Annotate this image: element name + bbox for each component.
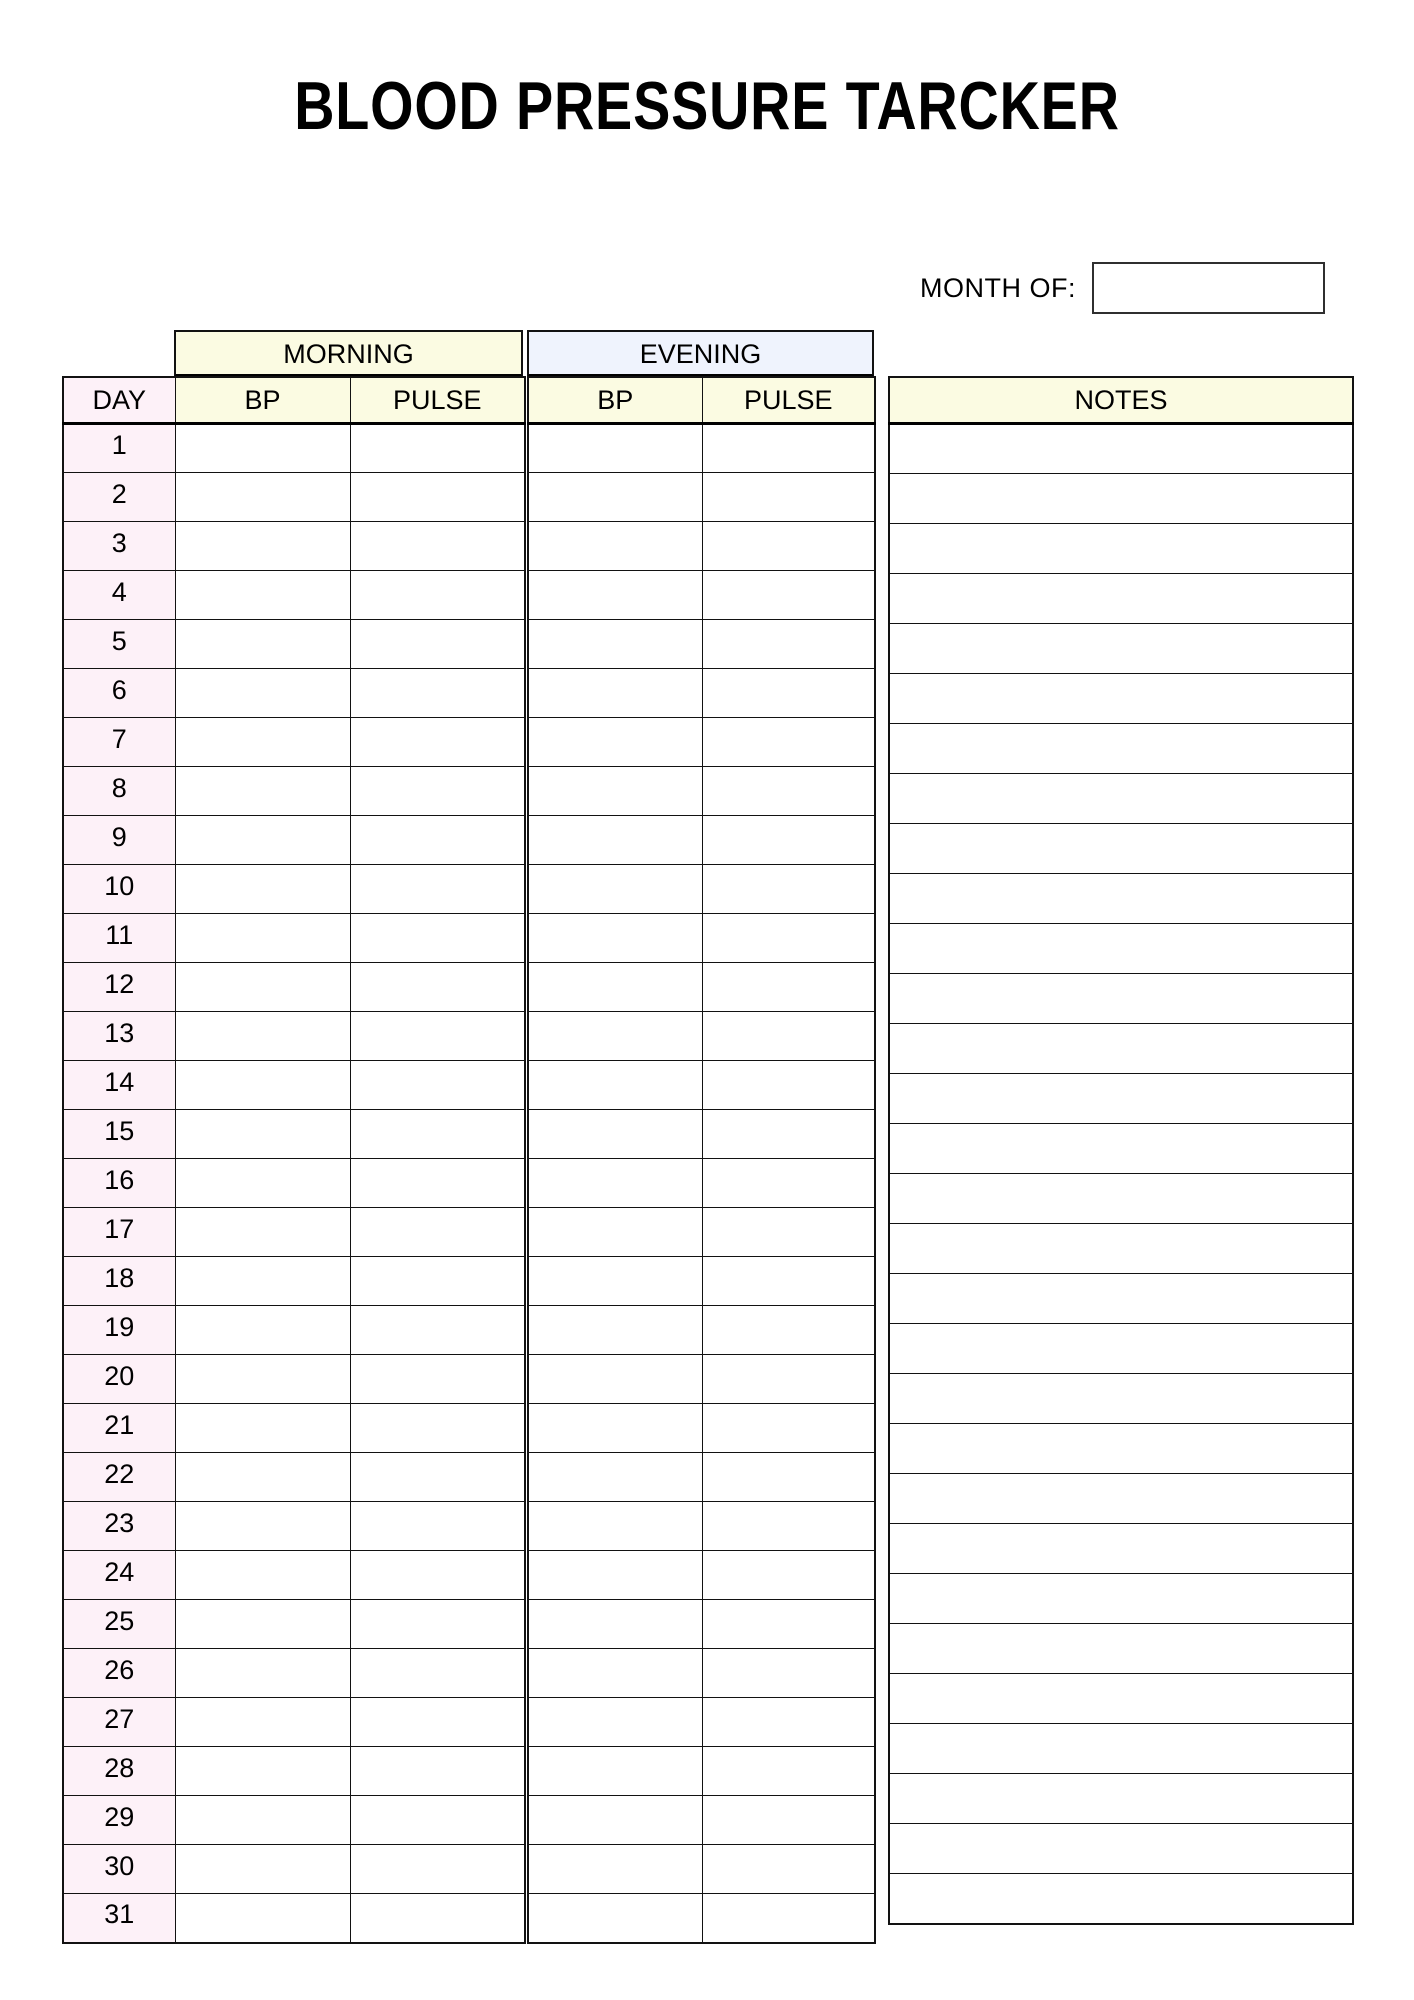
notes-cell[interactable] [889, 1274, 1353, 1324]
table-row [889, 424, 1353, 474]
evening-pulse-cell[interactable] [702, 1894, 875, 1943]
morning-pulse-cell[interactable] [350, 1845, 525, 1894]
day-cell: 31 [63, 1894, 175, 1943]
table-row [889, 1024, 1353, 1074]
morning-pulse-cell[interactable] [350, 1355, 525, 1404]
morning-bp-cell[interactable] [175, 1061, 350, 1110]
morning-bp-cell[interactable] [175, 1257, 350, 1306]
evening-table [527, 376, 876, 1944]
day-cell: 27 [63, 1698, 175, 1747]
day-cell: 30 [63, 1845, 175, 1894]
evening-bp-cell[interactable] [528, 1012, 702, 1061]
day-cell: 29 [63, 1796, 175, 1845]
morning-bp-cell[interactable] [175, 1698, 350, 1747]
morning-pulse-cell[interactable] [350, 963, 525, 1012]
table-row [63, 1012, 525, 1061]
evening-pulse-cell[interactable] [702, 767, 875, 816]
morning-pulse-cell[interactable] [350, 1404, 525, 1453]
table-row [528, 1355, 875, 1404]
evening-pulse-cell[interactable] [702, 914, 875, 963]
table-row [528, 767, 875, 816]
morning-bp-cell[interactable] [175, 718, 350, 767]
notes-cell[interactable] [889, 1674, 1353, 1724]
table-row [63, 522, 525, 571]
table-row [528, 473, 875, 522]
morning-bp-cell[interactable] [175, 865, 350, 914]
day-cell: 20 [63, 1355, 175, 1404]
morning-pulse-cell[interactable] [350, 718, 525, 767]
table-row [528, 816, 875, 865]
table-row [889, 1324, 1353, 1374]
table-row [63, 1845, 525, 1894]
notes-cell[interactable] [889, 574, 1353, 624]
table-row [528, 718, 875, 767]
table-row [528, 865, 875, 914]
table-row [63, 1698, 525, 1747]
evening-bp-cell[interactable] [528, 1355, 702, 1404]
evening-pulse-cell[interactable] [702, 571, 875, 620]
evening-bp-cell[interactable] [528, 620, 702, 669]
table-row [889, 574, 1353, 624]
morning-bp-cell[interactable] [175, 669, 350, 718]
notes-cell[interactable] [889, 424, 1353, 474]
morning-pulse-cell[interactable] [350, 914, 525, 963]
column-header-evening-pulse: PULSE [702, 377, 875, 424]
day-cell: 26 [63, 1649, 175, 1698]
table-row [63, 1502, 525, 1551]
notes-cell[interactable] [889, 624, 1353, 674]
table-row [889, 1174, 1353, 1224]
table-row [889, 1124, 1353, 1174]
evening-bp-cell[interactable] [528, 571, 702, 620]
day-cell: 5 [63, 620, 175, 669]
morning-bp-cell[interactable] [175, 1355, 350, 1404]
day-cell: 16 [63, 1159, 175, 1208]
evening-pulse-cell[interactable] [702, 1600, 875, 1649]
morning-pulse-cell[interactable] [350, 424, 525, 473]
day-cell: 19 [63, 1306, 175, 1355]
morning-bp-cell[interactable] [175, 1110, 350, 1159]
table-row [528, 1649, 875, 1698]
table-row [528, 1159, 875, 1208]
morning-pulse-cell[interactable] [350, 816, 525, 865]
evening-bp-cell[interactable] [528, 1600, 702, 1649]
table-row [63, 865, 525, 914]
evening-pulse-cell[interactable] [702, 1306, 875, 1355]
table-row [63, 767, 525, 816]
notes-cell[interactable] [889, 1474, 1353, 1524]
morning-bp-cell[interactable] [175, 1845, 350, 1894]
table-row [63, 424, 525, 473]
notes-cell[interactable] [889, 1774, 1353, 1824]
table-row [63, 1649, 525, 1698]
notes-table [888, 376, 1354, 1925]
column-header-day: DAY [63, 377, 175, 424]
table-row [63, 1208, 525, 1257]
morning-pulse-cell[interactable] [350, 865, 525, 914]
evening-bp-cell[interactable] [528, 1698, 702, 1747]
table-row [889, 1674, 1353, 1724]
column-header-evening-bp: BP [528, 377, 702, 424]
table-row [528, 1061, 875, 1110]
evening-pulse-cell[interactable] [702, 816, 875, 865]
morning-bp-cell[interactable] [175, 1600, 350, 1649]
morning-bp-cell[interactable] [175, 1894, 350, 1943]
notes-cell[interactable] [889, 824, 1353, 874]
table-row [528, 1012, 875, 1061]
notes-cell[interactable] [889, 474, 1353, 524]
evening-bp-cell[interactable] [528, 1649, 702, 1698]
morning-pulse-cell[interactable] [350, 1649, 525, 1698]
table-row [63, 571, 525, 620]
evening-bp-cell[interactable] [528, 914, 702, 963]
day-cell: 11 [63, 914, 175, 963]
evening-table-body [528, 424, 875, 1943]
month-of-row [920, 262, 1325, 314]
evening-bp-cell[interactable] [528, 816, 702, 865]
morning-pulse-cell[interactable] [350, 1502, 525, 1551]
morning-pulse-cell[interactable] [350, 1747, 525, 1796]
table-row [889, 1474, 1353, 1524]
evening-bp-cell[interactable] [528, 1110, 702, 1159]
evening-pulse-cell[interactable] [702, 963, 875, 1012]
evening-pulse-cell[interactable] [702, 1208, 875, 1257]
evening-bp-cell[interactable] [528, 522, 702, 571]
day-cell: 24 [63, 1551, 175, 1600]
morning-pulse-cell[interactable] [350, 620, 525, 669]
table-row [889, 774, 1353, 824]
evening-bp-cell[interactable] [528, 1747, 702, 1796]
evening-pulse-cell[interactable] [702, 718, 875, 767]
day-cell: 21 [63, 1404, 175, 1453]
evening-bp-cell[interactable] [528, 1257, 702, 1306]
evening-bp-cell[interactable] [528, 1061, 702, 1110]
table-row [63, 1747, 525, 1796]
morning-bp-cell[interactable] [175, 1208, 350, 1257]
morning-bp-cell[interactable] [175, 1159, 350, 1208]
morning-group-header: MORNING [174, 330, 523, 377]
table-row [889, 1524, 1353, 1574]
morning-pulse-cell[interactable] [350, 1600, 525, 1649]
evening-pulse-cell[interactable] [702, 1159, 875, 1208]
evening-bp-cell[interactable] [528, 1502, 702, 1551]
table-row [528, 1845, 875, 1894]
morning-bp-cell[interactable] [175, 1649, 350, 1698]
table-row [889, 924, 1353, 974]
day-cell: 7 [63, 718, 175, 767]
evening-pulse-cell[interactable] [702, 473, 875, 522]
day-cell: 14 [63, 1061, 175, 1110]
evening-bp-cell[interactable] [528, 1453, 702, 1502]
evening-bp-cell[interactable] [528, 865, 702, 914]
table-row [889, 1424, 1353, 1474]
table-row [63, 1551, 525, 1600]
table-row [889, 1824, 1353, 1874]
table-row [889, 474, 1353, 524]
day-cell: 12 [63, 963, 175, 1012]
table-row [889, 1274, 1353, 1324]
table-row [889, 1624, 1353, 1674]
month-of-label: MONTH OF: [920, 272, 1076, 303]
notes-cell[interactable] [889, 674, 1353, 724]
notes-cell[interactable] [889, 1374, 1353, 1424]
evening-bp-cell[interactable] [528, 1796, 702, 1845]
table-row [528, 1894, 875, 1943]
table-row [889, 1774, 1353, 1824]
table-row [63, 473, 525, 522]
table-row [889, 674, 1353, 724]
table-row [528, 620, 875, 669]
notes-cell[interactable] [889, 724, 1353, 774]
table-row [63, 1110, 525, 1159]
notes-cell[interactable] [889, 1574, 1353, 1624]
table-row [63, 620, 525, 669]
morning-table-body [63, 424, 525, 1943]
morning-pulse-cell[interactable] [350, 1110, 525, 1159]
page-title: BLOOD PRESSURE TARCKER [294, 68, 1120, 144]
table-row [528, 1698, 875, 1747]
table-row [889, 824, 1353, 874]
table-row [63, 816, 525, 865]
morning-pulse-cell[interactable] [350, 1551, 525, 1600]
month-of-input[interactable] [1092, 262, 1325, 314]
evening-pulse-cell[interactable] [702, 669, 875, 718]
notes-cell[interactable] [889, 524, 1353, 574]
day-cell: 2 [63, 473, 175, 522]
evening-bp-cell[interactable] [528, 963, 702, 1012]
morning-pulse-cell[interactable] [350, 1012, 525, 1061]
morning-pulse-cell[interactable] [350, 571, 525, 620]
evening-pulse-cell[interactable] [702, 1404, 875, 1453]
notes-cell[interactable] [889, 924, 1353, 974]
table-row [889, 724, 1353, 774]
evening-pulse-cell[interactable] [702, 1502, 875, 1551]
notes-cell[interactable] [889, 974, 1353, 1024]
morning-bp-cell[interactable] [175, 963, 350, 1012]
morning-bp-cell[interactable] [175, 767, 350, 816]
table-row [63, 1061, 525, 1110]
morning-pulse-cell[interactable] [350, 1061, 525, 1110]
morning-bp-cell[interactable] [175, 522, 350, 571]
table-row [63, 1404, 525, 1453]
evening-pulse-cell[interactable] [702, 1012, 875, 1061]
evening-pulse-cell[interactable] [702, 865, 875, 914]
evening-pulse-cell[interactable] [702, 1061, 875, 1110]
notes-cell[interactable] [889, 1724, 1353, 1774]
table-row [63, 1453, 525, 1502]
notes-cell[interactable] [889, 1424, 1353, 1474]
day-cell: 4 [63, 571, 175, 620]
morning-pulse-cell[interactable] [350, 1159, 525, 1208]
table-row [528, 424, 875, 473]
table-row [63, 1355, 525, 1404]
morning-bp-cell[interactable] [175, 1502, 350, 1551]
table-row [889, 1074, 1353, 1124]
table-row [63, 1894, 525, 1943]
notes-cell[interactable] [889, 1524, 1353, 1574]
evening-bp-cell[interactable] [528, 669, 702, 718]
morning-bp-cell[interactable] [175, 1453, 350, 1502]
morning-bp-cell[interactable] [175, 620, 350, 669]
table-row [528, 1306, 875, 1355]
evening-pulse-cell[interactable] [702, 1845, 875, 1894]
day-cell: 18 [63, 1257, 175, 1306]
morning-pulse-cell[interactable] [350, 1894, 525, 1943]
notes-header-row [889, 377, 1353, 424]
evening-bp-cell[interactable] [528, 767, 702, 816]
day-cell: 23 [63, 1502, 175, 1551]
evening-bp-cell[interactable] [528, 424, 702, 473]
notes-cell[interactable] [889, 1224, 1353, 1274]
table-row [889, 874, 1353, 924]
table-row [889, 1724, 1353, 1774]
evening-bp-cell[interactable] [528, 1845, 702, 1894]
table-row [528, 1453, 875, 1502]
column-header-morning-pulse: PULSE [350, 377, 525, 424]
notes-cell[interactable] [889, 1174, 1353, 1224]
evening-bp-cell[interactable] [528, 1208, 702, 1257]
morning-pulse-cell[interactable] [350, 1208, 525, 1257]
notes-cell[interactable] [889, 1124, 1353, 1174]
day-cell: 22 [63, 1453, 175, 1502]
notes-cell[interactable] [889, 1824, 1353, 1874]
table-row [63, 1306, 525, 1355]
morning-bp-cell[interactable] [175, 816, 350, 865]
notes-cell[interactable] [889, 1024, 1353, 1074]
notes-cell[interactable] [889, 1074, 1353, 1124]
table-row [528, 1796, 875, 1845]
table-row [63, 1600, 525, 1649]
day-cell: 13 [63, 1012, 175, 1061]
table-row [63, 1257, 525, 1306]
evening-bp-cell[interactable] [528, 1404, 702, 1453]
morning-header-row [63, 377, 525, 424]
morning-pulse-cell[interactable] [350, 473, 525, 522]
morning-bp-cell[interactable] [175, 571, 350, 620]
table-row [889, 974, 1353, 1024]
morning-pulse-cell[interactable] [350, 1796, 525, 1845]
notes-table-body [889, 424, 1353, 1924]
morning-table [62, 376, 526, 1944]
morning-bp-cell[interactable] [175, 1747, 350, 1796]
table-row [63, 914, 525, 963]
table-row [63, 718, 525, 767]
evening-pulse-cell[interactable] [702, 1649, 875, 1698]
notes-cell[interactable] [889, 1324, 1353, 1374]
column-header-morning-bp: BP [175, 377, 350, 424]
morning-bp-cell[interactable] [175, 1404, 350, 1453]
table-row [528, 669, 875, 718]
evening-pulse-cell[interactable] [702, 1796, 875, 1845]
table-row [528, 571, 875, 620]
day-cell: 10 [63, 865, 175, 914]
morning-bp-cell[interactable] [175, 1796, 350, 1845]
morning-pulse-cell[interactable] [350, 1453, 525, 1502]
day-cell: 25 [63, 1600, 175, 1649]
morning-pulse-cell[interactable] [350, 669, 525, 718]
evening-pulse-cell[interactable] [702, 1453, 875, 1502]
notes-cell[interactable] [889, 874, 1353, 924]
morning-bp-cell[interactable] [175, 1306, 350, 1355]
day-cell: 8 [63, 767, 175, 816]
morning-bp-cell[interactable] [175, 424, 350, 473]
table-row [528, 1747, 875, 1796]
day-cell: 3 [63, 522, 175, 571]
column-header-notes: NOTES [889, 377, 1353, 424]
day-cell: 6 [63, 669, 175, 718]
morning-bp-cell[interactable] [175, 914, 350, 963]
evening-bp-cell[interactable] [528, 1159, 702, 1208]
day-cell: 15 [63, 1110, 175, 1159]
table-row [528, 522, 875, 571]
morning-pulse-cell[interactable] [350, 522, 525, 571]
table-row [889, 1874, 1353, 1924]
evening-bp-cell[interactable] [528, 718, 702, 767]
morning-bp-cell[interactable] [175, 473, 350, 522]
table-row [528, 1600, 875, 1649]
table-row [528, 914, 875, 963]
table-row [63, 963, 525, 1012]
table-row [528, 1208, 875, 1257]
table-row [528, 963, 875, 1012]
evening-bp-cell[interactable] [528, 473, 702, 522]
evening-group-header: EVENING [527, 330, 874, 377]
evening-pulse-cell[interactable] [702, 1747, 875, 1796]
table-row [63, 669, 525, 718]
evening-bp-cell[interactable] [528, 1551, 702, 1600]
table-row [528, 1551, 875, 1600]
evening-bp-cell[interactable] [528, 1306, 702, 1355]
morning-bp-cell[interactable] [175, 1012, 350, 1061]
notes-cell[interactable] [889, 1874, 1353, 1924]
evening-pulse-cell[interactable] [702, 424, 875, 473]
day-cell: 1 [63, 424, 175, 473]
table-row [63, 1159, 525, 1208]
table-row [528, 1110, 875, 1159]
evening-header-row [528, 377, 875, 424]
evening-pulse-cell[interactable] [702, 1551, 875, 1600]
table-row [528, 1404, 875, 1453]
evening-pulse-cell[interactable] [702, 522, 875, 571]
day-cell: 9 [63, 816, 175, 865]
day-cell: 17 [63, 1208, 175, 1257]
evening-pulse-cell[interactable] [702, 1355, 875, 1404]
evening-bp-cell[interactable] [528, 1894, 702, 1943]
notes-cell[interactable] [889, 774, 1353, 824]
notes-cell[interactable] [889, 1624, 1353, 1674]
day-cell: 28 [63, 1747, 175, 1796]
morning-pulse-cell[interactable] [350, 767, 525, 816]
table-row [63, 1796, 525, 1845]
morning-pulse-cell[interactable] [350, 1698, 525, 1747]
morning-pulse-cell[interactable] [350, 1306, 525, 1355]
table-row [528, 1502, 875, 1551]
table-row [889, 1374, 1353, 1424]
evening-pulse-cell[interactable] [702, 1257, 875, 1306]
evening-pulse-cell[interactable] [702, 620, 875, 669]
evening-pulse-cell[interactable] [702, 1110, 875, 1159]
table-row [889, 524, 1353, 574]
table-row [889, 1224, 1353, 1274]
table-row [889, 624, 1353, 674]
evening-pulse-cell[interactable] [702, 1698, 875, 1747]
table-row [528, 1257, 875, 1306]
morning-pulse-cell[interactable] [350, 1257, 525, 1306]
morning-bp-cell[interactable] [175, 1551, 350, 1600]
table-row [889, 1574, 1353, 1624]
